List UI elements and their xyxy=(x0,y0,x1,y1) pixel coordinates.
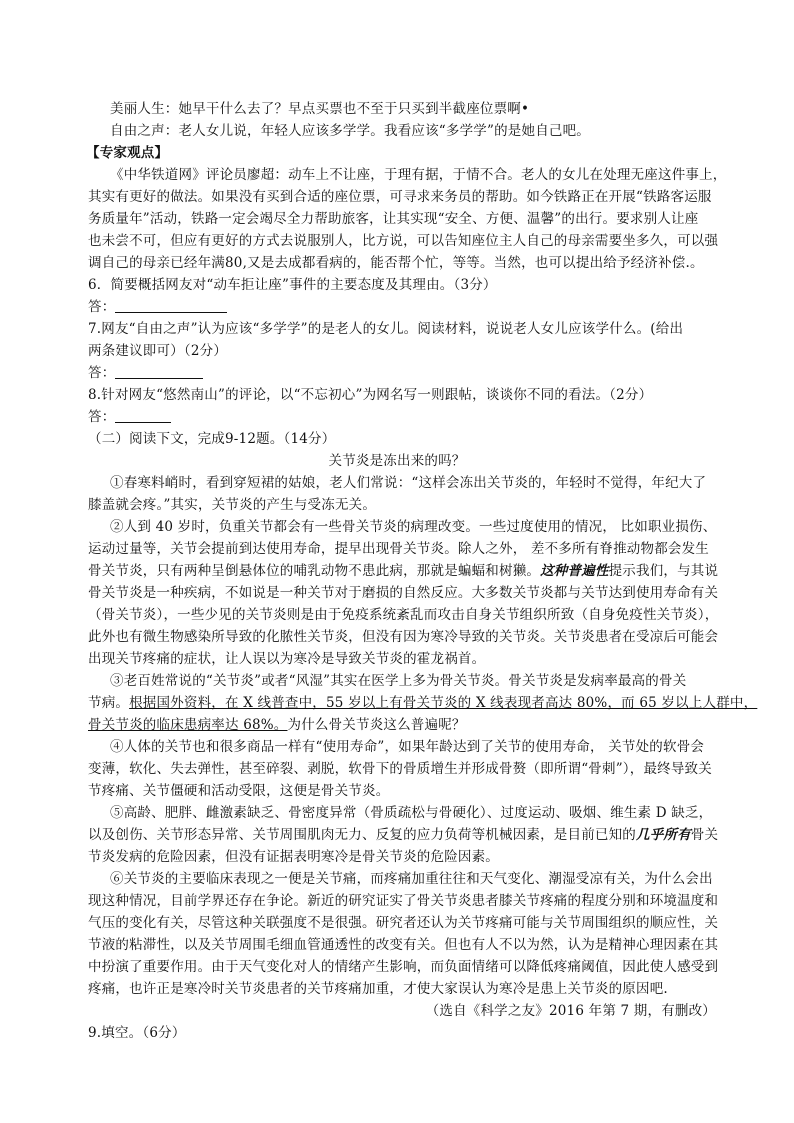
text-run: 为什么骨关节炎这么普遍呢？ xyxy=(287,717,466,733)
paragraph-4: 节疼痛、关节僵硬和活动受限，这便是骨关节炎。 xyxy=(88,783,390,799)
answer-label: 答： xyxy=(88,409,116,425)
paragraph-2: 运动过量等，关节会提前到达使用寿命，提早出现骨关节炎。除人之外， 差不多所有脊推动物都会发生 xyxy=(88,541,709,557)
answer-7 xyxy=(88,362,203,384)
paragraph-3: ③老百姓常说的“关节炎”或者“风湿”其实在医学上多为骨关节炎。骨关节炎是发病率最高的骨关 xyxy=(110,673,687,689)
text-run: 以及创伤、关节形态异常、关节周围肌肉无力、反复的应力负荷等机械因素，是目前已知的 xyxy=(88,827,636,843)
answer-label: 答： xyxy=(88,299,116,315)
expert-heading: 【专家观点】 xyxy=(86,145,169,161)
paragraph-2: 出现关节疼痛的症状，让人误以为寒冷是导致关节炎的霍龙祸首。 xyxy=(88,651,486,667)
emphasized-phrase: 这种普遍性 xyxy=(540,563,609,579)
article-title: 关节炎是冻出来的吗？ xyxy=(328,453,466,469)
comment-ziyou-zhisheng: 自由之声：老人女儿说，年轻人应该多学学。我看应该“多学学”的是她自己吧。 xyxy=(110,123,591,139)
paragraph-5 xyxy=(88,824,718,846)
comment-meili-rensheng: 美丽人生：她早干什么去了？早点买票也不至于只买到半截座位票啊• xyxy=(110,101,530,117)
answer-blank[interactable] xyxy=(115,298,227,313)
paragraph-6: 中扮演了重要作用。由于天气变化对人的情绪产生影响，而负面情绪可以降低疼痛阈值，因此使人感受到 xyxy=(88,959,719,975)
paragraph-2: 此外也有微生物感染所导致的化脓性关节炎，但没有因为寒冷导致的关节炎。关节炎患者在受凉后可能会 xyxy=(88,629,719,645)
paragraph-6: ⑥关节炎的主要临床表现之一便是关节痛，而疼痛加重往往和天气变化、潮湿受凉有关，为什么会出 xyxy=(110,871,713,887)
expert-line: 其实有更好的做法。如果没有买到合适的座位票，可寻求来务员的帮助。如今铁路正在开展“铁路客运服 xyxy=(88,189,712,205)
paragraph-2: 骨关节炎是一种疾病，不如说是一种关节对于磨损的自然反应。大多数关节炎都与关节达到使用寿命有关 xyxy=(88,585,719,601)
underlined-sentence: 根据国外资料，在 X 线普查中，55 岁以上有骨关节炎的 X 线表现者高达 80%，而 65 岁以上人群中， xyxy=(129,695,758,711)
paragraph-2 xyxy=(88,560,718,582)
paragraph-3 xyxy=(88,692,757,714)
paragraph-6: 气压的变化有关，尽管这种关联强度不是很强。研究者还认为关节疼痛可能与关节周围组织的顺应性，关 xyxy=(88,915,719,931)
paragraph-6: 疼痛，也许正是寒冷时关节炎患者的关节疼痛加重，才使大家误认为寒冷是患上关节炎的原因吧. xyxy=(88,981,668,997)
paragraph-5: ⑤高龄、肥胖、雌激素缺乏、骨密度异常（骨质疏松与骨硬化）、过度运动、吸烟、维生素 D 缺乏， xyxy=(110,805,713,821)
paragraph-3 xyxy=(88,714,466,736)
answer-label: 答： xyxy=(88,365,116,381)
text-run: 节病。 xyxy=(88,695,130,711)
question-6: 6．简要概括网友对“动车拒让座”事件的主要态度及其理由。（3分） xyxy=(88,277,497,293)
question-7-cont: 两条建议即可）（2分） xyxy=(88,343,228,359)
question-9: 9.填空。（6分） xyxy=(88,1025,186,1041)
answer-blank[interactable] xyxy=(115,408,171,423)
question-7: 7.网友“自由之声”认为应该“多学学”的是老人的女儿。阅读材料，说说老人女儿应该学什么。(给出 xyxy=(88,321,684,337)
expert-line: 也未尝不可，但应有更好的方式去说服别人，比方说，可以告知座位主人自己的母亲需要坐多久，可以强 xyxy=(88,233,719,249)
paragraph-4: ④人体的关节也和很多商品一样有“使用寿命”，如果年龄达到了关节的使用寿命， 关节处的软骨会 xyxy=(110,739,705,755)
paragraph-4: 变薄，软化、失去弹性，甚至碎裂、剥脱，软骨下的骨质增生并形成骨赘（即所谓“骨刺”），最终导致关 xyxy=(88,761,712,777)
paragraph-2: ②人到 40 岁时，负重关节都会有一些骨关节炎的病理改变。一些过度使用的情况， 比如职业损伤、 xyxy=(110,519,717,535)
paragraph-2: （骨关节炎），一些少见的关节炎则是由于免疫系统紊乱而攻击自身关节组织所致（自身免疫性关节炎）， xyxy=(88,607,719,623)
question-8: 8.针对网友“悠然南山”的评论，以“不忘初心”为网名写一则跟帖，谈谈你不同的看法。（2分） xyxy=(88,387,653,403)
paragraph-5: 节炎发病的危险因素，但没有证据表明寒冷是骨关节炎的危险因素。 xyxy=(88,849,499,865)
emphasized-phrase: 几乎所有 xyxy=(636,827,691,843)
expert-line: 《中华铁道网》评论员廖超：动车上不让座，于理有据，于情不合。老人的女儿在处理无座这件事上， xyxy=(110,167,727,183)
expert-line: 调自己的母亲已经年满80,又是去成都看病的，能否帮个忙，等等。当然，也可以提出给予经济补偿.。 xyxy=(88,255,704,271)
text-run: 提示我们，与其说 xyxy=(608,563,719,579)
answer-blank[interactable] xyxy=(115,364,203,379)
text-run: 骨关 xyxy=(690,827,719,843)
expert-line: 务质量年”活动，铁路一定会竭尽全力帮助旅客，让其实现“安全、方便、温馨”的出行。要求别人让座 xyxy=(88,211,699,227)
text-run: 骨关节炎，只有两种呈倒悬体位的哺乳动物不患此病，那就是蝙蝠和树獭。 xyxy=(88,563,541,579)
answer-8 xyxy=(88,406,171,428)
paragraph-1: 膝盖就会疼。”其实，关节炎的产生与受冻无关。 xyxy=(88,497,377,513)
paragraph-6: 节液的粘滞性，以及关节周围毛细血管通透性的改变有关。但也有人不以为然，认为是精神心理因素在其 xyxy=(88,937,719,953)
paragraph-1: ①春寒料峭时，看到穿短裙的姑娘，老人们常说：“这样会冻出关节炎的，年轻时不觉得，年纪大了 xyxy=(110,475,707,491)
underlined-sentence: 骨关节炎的临床患病率达 68%。 xyxy=(88,717,288,733)
paragraph-6: 现这种情况，目前学界还存在争论。新近的研究证实了骨关节炎患者膝关节疼痛的程度分别和环境温度和 xyxy=(88,893,719,909)
section-2-intro: （二）阅读下文，完成9-12题。（14分） xyxy=(88,431,336,447)
source-citation: （选自《科学之友》2016 年第 7 期，有删改） xyxy=(425,1003,716,1019)
answer-6 xyxy=(88,296,227,318)
